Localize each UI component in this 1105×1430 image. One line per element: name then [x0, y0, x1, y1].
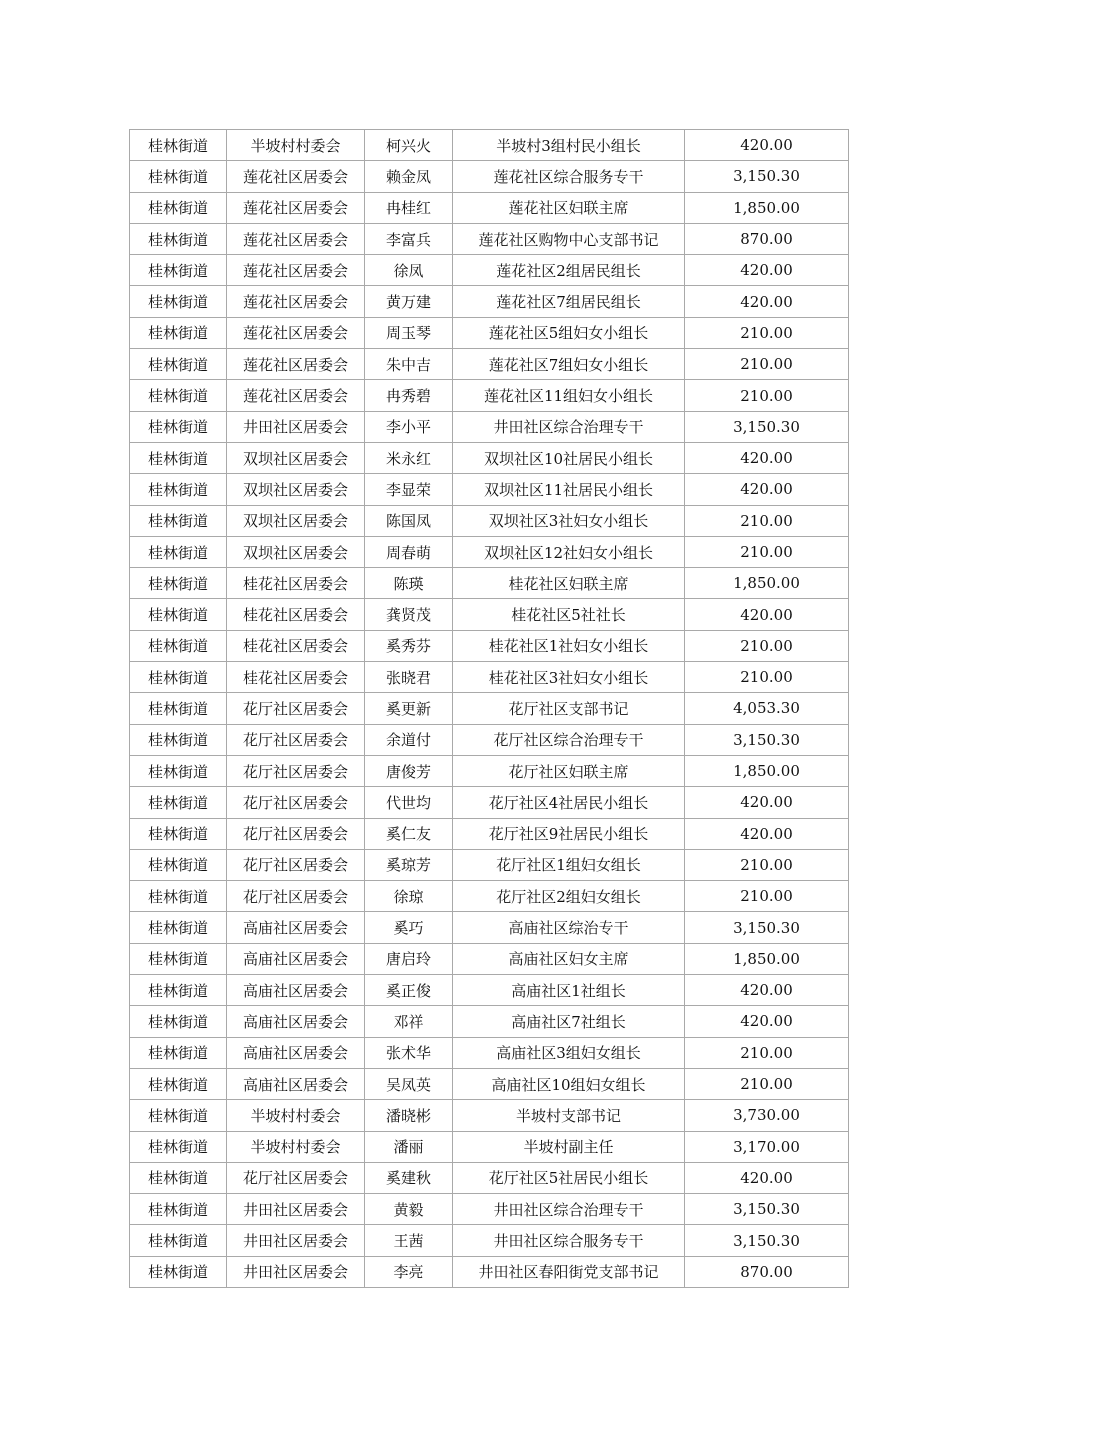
- name-cell: 龚贤茂: [365, 599, 453, 630]
- name-cell: 王茜: [365, 1225, 453, 1256]
- amount-cell: 420.00: [685, 130, 849, 161]
- street-cell: 桂林街道: [130, 630, 227, 661]
- name-cell: 李富兵: [365, 223, 453, 254]
- name-cell: 李小平: [365, 411, 453, 442]
- table-row: [130, 1194, 849, 1225]
- name-cell: 周玉琴: [365, 317, 453, 348]
- amount-cell: 420.00: [685, 474, 849, 505]
- amount-cell: 3,150.30: [685, 912, 849, 943]
- table-row: [130, 1162, 849, 1193]
- street-cell: 桂林街道: [130, 474, 227, 505]
- position-cell: 高庙社区1社组长: [453, 975, 685, 1006]
- committee-cell: 高庙社区居委会: [227, 943, 365, 974]
- name-cell: 吴凤英: [365, 1068, 453, 1099]
- committee-cell: 花厅社区居委会: [227, 693, 365, 724]
- position-cell: 高庙社区10组妇女组长: [453, 1068, 685, 1099]
- amount-cell: 1,850.00: [685, 755, 849, 786]
- position-cell: 花厅社区综合治理专干: [453, 724, 685, 755]
- street-cell: 桂林街道: [130, 349, 227, 380]
- amount-cell: 420.00: [685, 975, 849, 1006]
- street-cell: 桂林街道: [130, 130, 227, 161]
- street-cell: 桂林街道: [130, 286, 227, 317]
- position-cell: 高庙社区7社组长: [453, 1006, 685, 1037]
- committee-cell: 井田社区居委会: [227, 411, 365, 442]
- amount-cell: 210.00: [685, 849, 849, 880]
- name-cell: 赖金凤: [365, 161, 453, 192]
- table-row: [130, 286, 849, 317]
- amount-cell: 3,150.30: [685, 161, 849, 192]
- table-row: [130, 1256, 849, 1287]
- amount-cell: 210.00: [685, 881, 849, 912]
- table-row: [130, 474, 849, 505]
- street-cell: 桂林街道: [130, 724, 227, 755]
- name-cell: 李亮: [365, 1256, 453, 1287]
- position-cell: 双坝社区11社居民小组长: [453, 474, 685, 505]
- position-cell: 井田社区综合治理专干: [453, 411, 685, 442]
- name-cell: 陈瑛: [365, 568, 453, 599]
- committee-cell: 双坝社区居委会: [227, 505, 365, 536]
- committee-cell: 半坡村村委会: [227, 1131, 365, 1162]
- amount-cell: 210.00: [685, 505, 849, 536]
- amount-cell: 870.00: [685, 1256, 849, 1287]
- committee-cell: 莲花社区居委会: [227, 286, 365, 317]
- position-cell: 花厅社区9社居民小组长: [453, 818, 685, 849]
- amount-cell: 3,730.00: [685, 1100, 849, 1131]
- street-cell: 桂林街道: [130, 1225, 227, 1256]
- table-row: [130, 662, 849, 693]
- committee-cell: 花厅社区居委会: [227, 787, 365, 818]
- position-cell: 花厅社区1组妇女组长: [453, 849, 685, 880]
- table-row: [130, 130, 849, 161]
- street-cell: 桂林街道: [130, 818, 227, 849]
- position-cell: 半坡村副主任: [453, 1131, 685, 1162]
- amount-cell: 3,170.00: [685, 1131, 849, 1162]
- street-cell: 桂林街道: [130, 1256, 227, 1287]
- name-cell: 冉桂红: [365, 192, 453, 223]
- amount-cell: 3,150.30: [685, 724, 849, 755]
- position-cell: 莲花社区7组居民组长: [453, 286, 685, 317]
- table-row: [130, 223, 849, 254]
- committee-cell: 花厅社区居委会: [227, 724, 365, 755]
- street-cell: 桂林街道: [130, 442, 227, 473]
- committee-cell: 井田社区居委会: [227, 1225, 365, 1256]
- position-cell: 莲花社区2组居民组长: [453, 255, 685, 286]
- name-cell: 代世均: [365, 787, 453, 818]
- street-cell: 桂林街道: [130, 411, 227, 442]
- amount-cell: 870.00: [685, 223, 849, 254]
- table-row: [130, 536, 849, 567]
- name-cell: 邓祥: [365, 1006, 453, 1037]
- table-row: [130, 818, 849, 849]
- amount-cell: 210.00: [685, 1068, 849, 1099]
- street-cell: 桂林街道: [130, 568, 227, 599]
- position-cell: 花厅社区2组妇女组长: [453, 881, 685, 912]
- position-cell: 井田社区春阳街党支部书记: [453, 1256, 685, 1287]
- committee-cell: 高庙社区居委会: [227, 912, 365, 943]
- committee-cell: 双坝社区居委会: [227, 536, 365, 567]
- position-cell: 井田社区综合服务专干: [453, 1225, 685, 1256]
- position-cell: 莲花社区5组妇女小组长: [453, 317, 685, 348]
- amount-cell: 420.00: [685, 286, 849, 317]
- name-cell: 奚更新: [365, 693, 453, 724]
- name-cell: 奚巧: [365, 912, 453, 943]
- table-row: [130, 192, 849, 223]
- amount-cell: 1,850.00: [685, 568, 849, 599]
- street-cell: 桂林街道: [130, 662, 227, 693]
- committee-cell: 双坝社区居委会: [227, 442, 365, 473]
- name-cell: 唐启玲: [365, 943, 453, 974]
- position-cell: 花厅社区5社居民小组长: [453, 1162, 685, 1193]
- table-row: [130, 943, 849, 974]
- position-cell: 莲花社区购物中心支部书记: [453, 223, 685, 254]
- position-cell: 莲花社区11组妇女小组长: [453, 380, 685, 411]
- position-cell: 桂花社区3社妇女小组长: [453, 662, 685, 693]
- street-cell: 桂林街道: [130, 255, 227, 286]
- committee-cell: 莲花社区居委会: [227, 380, 365, 411]
- table-row: [130, 255, 849, 286]
- street-cell: 桂林街道: [130, 1037, 227, 1068]
- name-cell: 李显荣: [365, 474, 453, 505]
- position-cell: 莲花社区7组妇女小组长: [453, 349, 685, 380]
- table-row: [130, 693, 849, 724]
- amount-cell: 420.00: [685, 599, 849, 630]
- committee-cell: 井田社区居委会: [227, 1256, 365, 1287]
- name-cell: 奚琼芳: [365, 849, 453, 880]
- name-cell: 张晓君: [365, 662, 453, 693]
- position-cell: 高庙社区3组妇女组长: [453, 1037, 685, 1068]
- name-cell: 陈国凤: [365, 505, 453, 536]
- street-cell: 桂林街道: [130, 849, 227, 880]
- street-cell: 桂林街道: [130, 1068, 227, 1099]
- street-cell: 桂林街道: [130, 161, 227, 192]
- committee-cell: 莲花社区居委会: [227, 161, 365, 192]
- amount-cell: 210.00: [685, 1037, 849, 1068]
- position-cell: 花厅社区支部书记: [453, 693, 685, 724]
- name-cell: 张术华: [365, 1037, 453, 1068]
- committee-cell: 花厅社区居委会: [227, 1162, 365, 1193]
- position-cell: 半坡村支部书记: [453, 1100, 685, 1131]
- position-cell: 高庙社区妇女主席: [453, 943, 685, 974]
- position-cell: 双坝社区3社妇女小组长: [453, 505, 685, 536]
- committee-cell: 高庙社区居委会: [227, 975, 365, 1006]
- table-row: [130, 755, 849, 786]
- amount-cell: 3,150.30: [685, 1225, 849, 1256]
- name-cell: 余道付: [365, 724, 453, 755]
- amount-cell: 420.00: [685, 818, 849, 849]
- street-cell: 桂林街道: [130, 1006, 227, 1037]
- name-cell: 潘丽: [365, 1131, 453, 1162]
- position-cell: 高庙社区综治专干: [453, 912, 685, 943]
- position-cell: 双坝社区12社妇女小组长: [453, 536, 685, 567]
- amount-cell: 420.00: [685, 442, 849, 473]
- committee-cell: 半坡村村委会: [227, 1100, 365, 1131]
- name-cell: 柯兴火: [365, 130, 453, 161]
- table-row: [130, 568, 849, 599]
- street-cell: 桂林街道: [130, 317, 227, 348]
- street-cell: 桂林街道: [130, 975, 227, 1006]
- name-cell: 唐俊芳: [365, 755, 453, 786]
- table-row: [130, 881, 849, 912]
- table-row: [130, 442, 849, 473]
- name-cell: 朱中吉: [365, 349, 453, 380]
- committee-cell: 高庙社区居委会: [227, 1006, 365, 1037]
- name-cell: 奚秀芬: [365, 630, 453, 661]
- name-cell: 潘晓彬: [365, 1100, 453, 1131]
- position-cell: 桂花社区5社社长: [453, 599, 685, 630]
- committee-cell: 桂花社区居委会: [227, 599, 365, 630]
- street-cell: 桂林街道: [130, 787, 227, 818]
- committee-cell: 花厅社区居委会: [227, 849, 365, 880]
- position-cell: 莲花社区妇联主席: [453, 192, 685, 223]
- committee-cell: 莲花社区居委会: [227, 317, 365, 348]
- amount-cell: 4,053.30: [685, 693, 849, 724]
- table-row: [130, 849, 849, 880]
- table-row: [130, 349, 849, 380]
- name-cell: 周春萌: [365, 536, 453, 567]
- committee-cell: 高庙社区居委会: [227, 1037, 365, 1068]
- amount-cell: 420.00: [685, 1006, 849, 1037]
- amount-cell: 210.00: [685, 630, 849, 661]
- amount-cell: 210.00: [685, 349, 849, 380]
- position-cell: 桂花社区1社妇女小组长: [453, 630, 685, 661]
- amount-cell: 210.00: [685, 536, 849, 567]
- committee-cell: 莲花社区居委会: [227, 223, 365, 254]
- name-cell: 徐凤: [365, 255, 453, 286]
- table-row: [130, 975, 849, 1006]
- committee-cell: 高庙社区居委会: [227, 1068, 365, 1099]
- committee-cell: 花厅社区居委会: [227, 755, 365, 786]
- table-row: [130, 1131, 849, 1162]
- table-row: [130, 630, 849, 661]
- amount-cell: 420.00: [685, 255, 849, 286]
- committee-cell: 桂花社区居委会: [227, 662, 365, 693]
- table-row: [130, 599, 849, 630]
- table-body: [130, 130, 849, 1288]
- committee-cell: 莲花社区居委会: [227, 192, 365, 223]
- name-cell: 奚建秋: [365, 1162, 453, 1193]
- amount-cell: 1,850.00: [685, 192, 849, 223]
- name-cell: 米永红: [365, 442, 453, 473]
- committee-cell: 莲花社区居委会: [227, 255, 365, 286]
- street-cell: 桂林街道: [130, 912, 227, 943]
- committee-cell: 双坝社区居委会: [227, 474, 365, 505]
- amount-cell: 210.00: [685, 662, 849, 693]
- street-cell: 桂林街道: [130, 881, 227, 912]
- table-row: [130, 505, 849, 536]
- street-cell: 桂林街道: [130, 1194, 227, 1225]
- street-cell: 桂林街道: [130, 755, 227, 786]
- table-row: [130, 317, 849, 348]
- street-cell: 桂林街道: [130, 1131, 227, 1162]
- table-row: [130, 1037, 849, 1068]
- table-row: [130, 411, 849, 442]
- name-cell: 徐琼: [365, 881, 453, 912]
- committee-cell: 莲花社区居委会: [227, 349, 365, 380]
- amount-cell: 210.00: [685, 317, 849, 348]
- street-cell: 桂林街道: [130, 536, 227, 567]
- committee-cell: 井田社区居委会: [227, 1194, 365, 1225]
- committee-cell: 半坡村村委会: [227, 130, 365, 161]
- table-row: [130, 161, 849, 192]
- amount-cell: 420.00: [685, 787, 849, 818]
- amount-cell: 420.00: [685, 1162, 849, 1193]
- position-cell: 双坝社区10社居民小组长: [453, 442, 685, 473]
- amount-cell: 3,150.30: [685, 411, 849, 442]
- street-cell: 桂林街道: [130, 943, 227, 974]
- street-cell: 桂林街道: [130, 223, 227, 254]
- table-row: [130, 380, 849, 411]
- name-cell: 冉秀碧: [365, 380, 453, 411]
- name-cell: 黄万建: [365, 286, 453, 317]
- committee-cell: 桂花社区居委会: [227, 630, 365, 661]
- position-cell: 半坡村3组村民小组长: [453, 130, 685, 161]
- name-cell: 黄毅: [365, 1194, 453, 1225]
- amount-cell: 3,150.30: [685, 1194, 849, 1225]
- committee-cell: 花厅社区居委会: [227, 818, 365, 849]
- street-cell: 桂林街道: [130, 1100, 227, 1131]
- street-cell: 桂林街道: [130, 505, 227, 536]
- name-cell: 奚仁友: [365, 818, 453, 849]
- position-cell: 花厅社区妇联主席: [453, 755, 685, 786]
- table-row: [130, 1068, 849, 1099]
- table-row: [130, 724, 849, 755]
- table-row: [130, 1006, 849, 1037]
- street-cell: 桂林街道: [130, 599, 227, 630]
- street-cell: 桂林街道: [130, 192, 227, 223]
- subsidy-table: [129, 129, 849, 1288]
- table-row: [130, 1100, 849, 1131]
- street-cell: 桂林街道: [130, 693, 227, 724]
- committee-cell: 桂花社区居委会: [227, 568, 365, 599]
- amount-cell: 1,850.00: [685, 943, 849, 974]
- position-cell: 桂花社区妇联主席: [453, 568, 685, 599]
- table-row: [130, 1225, 849, 1256]
- position-cell: 莲花社区综合服务专干: [453, 161, 685, 192]
- position-cell: 花厅社区4社居民小组长: [453, 787, 685, 818]
- table-row: [130, 787, 849, 818]
- committee-cell: 花厅社区居委会: [227, 881, 365, 912]
- amount-cell: 210.00: [685, 380, 849, 411]
- name-cell: 奚正俊: [365, 975, 453, 1006]
- street-cell: 桂林街道: [130, 380, 227, 411]
- table-row: [130, 912, 849, 943]
- position-cell: 井田社区综合治理专干: [453, 1194, 685, 1225]
- street-cell: 桂林街道: [130, 1162, 227, 1193]
